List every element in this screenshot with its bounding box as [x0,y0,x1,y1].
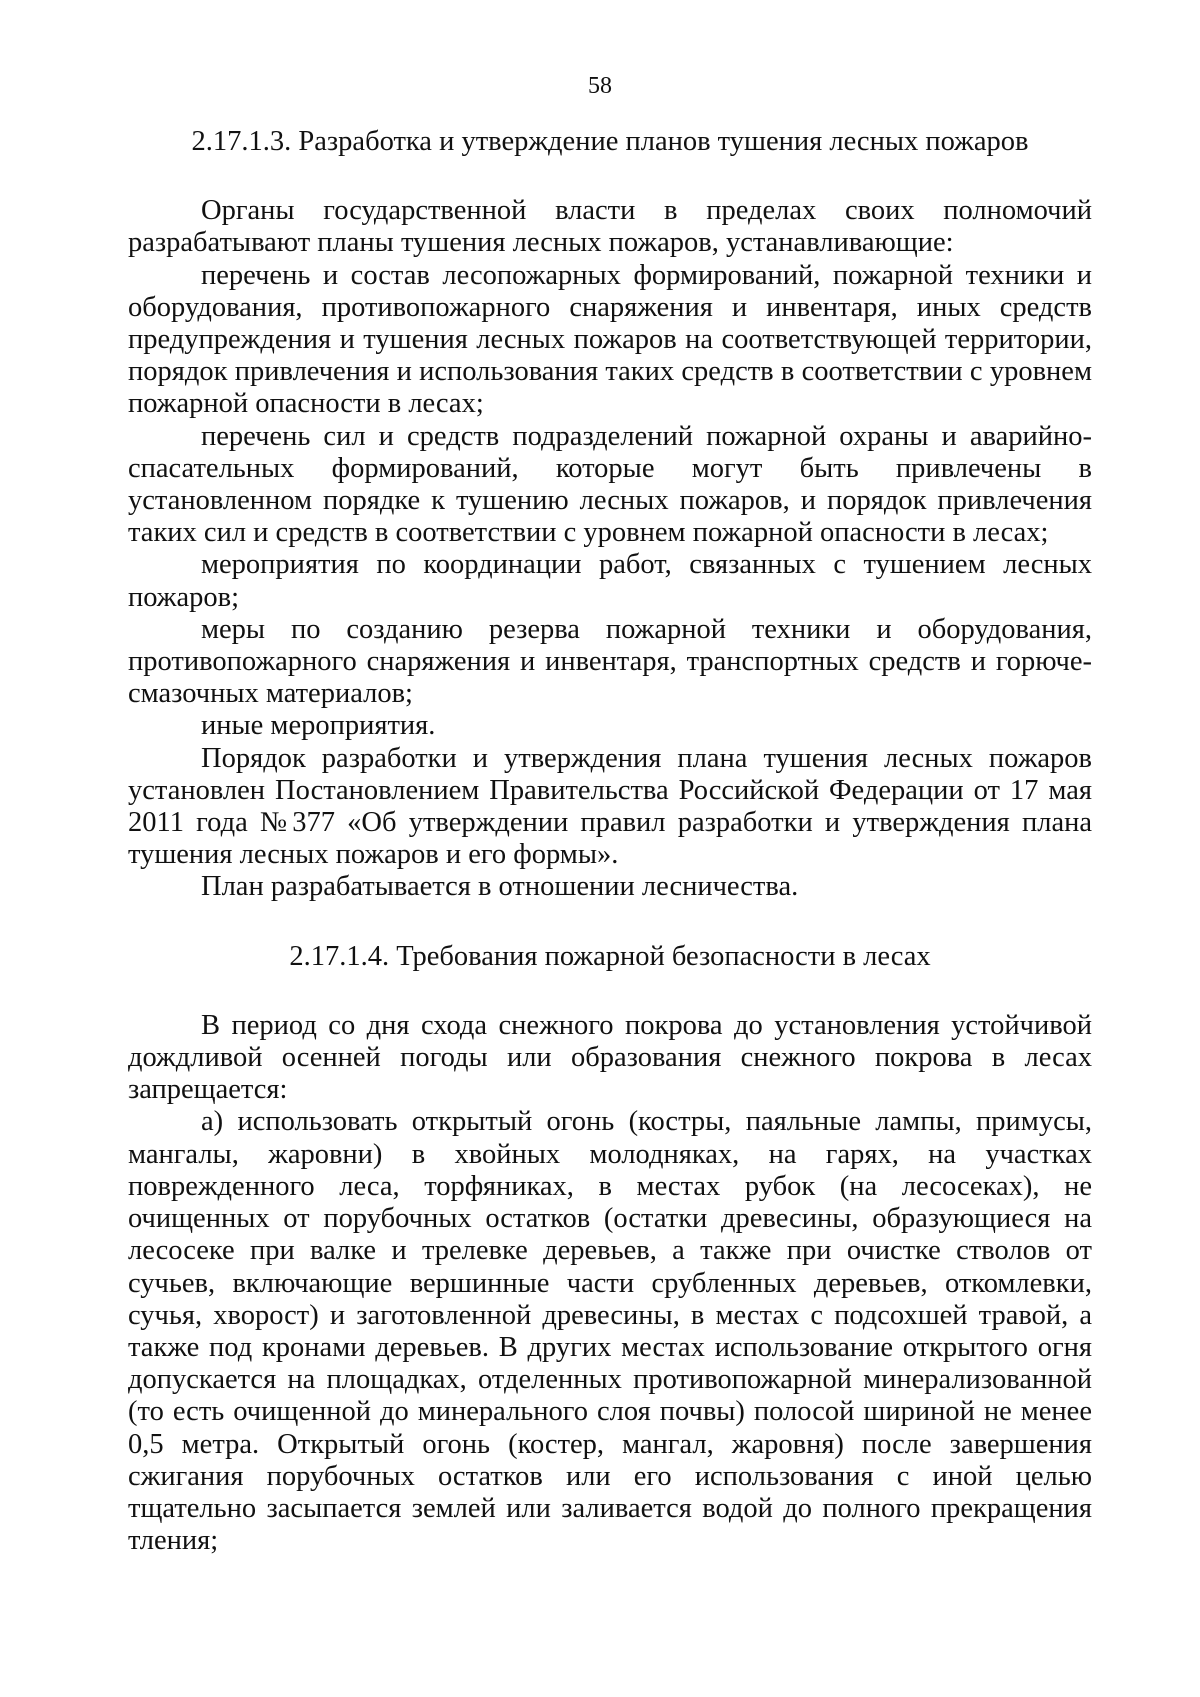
paragraph: иные мероприятия. [201,710,436,742]
section-heading-2-17-1-4: 2.17.1.4. Требования пожарной безопасности в лесах [289,940,931,972]
paragraph: перечень и состав лесопожарных формирований, пожарной техники и оборудования, противопожарного снаряжения и инвентаря, иных средств предупреждения и тушения лесных пожаров на соответствующей территории, порядок привлечения и использования таких средств в соответствии с уровнем пожарной опасности в лесах; [128,259,1092,420]
page-number: 58 [588,73,612,99]
paragraph: Порядок разработки и утверждения плана тушения лесных пожаров установлен Постановлением Правительства Российской Федерации от 17 мая 2011 года №377 «Об утверждении правил разработки и утверждения плана тушения лесных пожаров и его формы». [128,742,1092,871]
page-content [128,126,1092,1557]
paragraph: В период со дня схода снежного покрова до установления устойчивой дождливой осенней погоды или образования снежного покрова в лесах запрещается: [128,1009,1092,1106]
paragraph: Органы государственной власти в пределах своих полномочий разрабатывают планы тушения лесных пожаров, устанавливающие: [128,195,1092,259]
paragraph: меры по созданию резерва пожарной техники и оборудования, противопожарного снаряжения и инвентаря, транспортных средств и горюче-смазочных материалов; [128,613,1092,710]
paragraph: а) использовать открытый огонь (костры, паяльные лампы, примусы, мангалы, жаровни) в хвойных молодняках, на гарях, на участках поврежденного леса, торфяниках, в местах рубок (на лесосеках), не очищенных от порубочных остатков (остатки древесины, образующиеся на лесосеке при валке и трелевке деревьев, а также при очистке стволов от сучьев, включающие вершинные части срубленных деревьев, откомлевки, сучья, хворост) и заготовленной древесины, в местах с подсохшей травой, а также под кронами деревьев. В других местах использование открытого огня допускается на площадках, отделенных противопожарной минерализованной (то есть очищенной до минерального слоя почвы) полосой шириной не менее 0,5 метра. Открытый огонь (костер, мангал, жаровня) после завершения сжигания порубочных остатков или его использования с иной целью тщательно засыпается землей или заливается водой до полного прекращения тления; [128,1106,1092,1557]
section-heading-2-17-1-3: 2.17.1.3. Разработка и утверждение планов тушения лесных пожаров [191,126,1029,157]
paragraph: перечень сил и средств подразделений пожарной охраны и аварийно-спасательных формирований, которые могут быть привлечены в установленном порядке к тушению лесных пожаров, и порядок привлечения таких сил и средств в соответствии с уровнем пожарной опасности в лесах; [128,420,1092,549]
paragraph: мероприятия по координации работ, связанных с тушением лесных пожаров; [128,549,1092,613]
paragraph: План разрабатывается в отношении лесничества. [201,871,799,903]
